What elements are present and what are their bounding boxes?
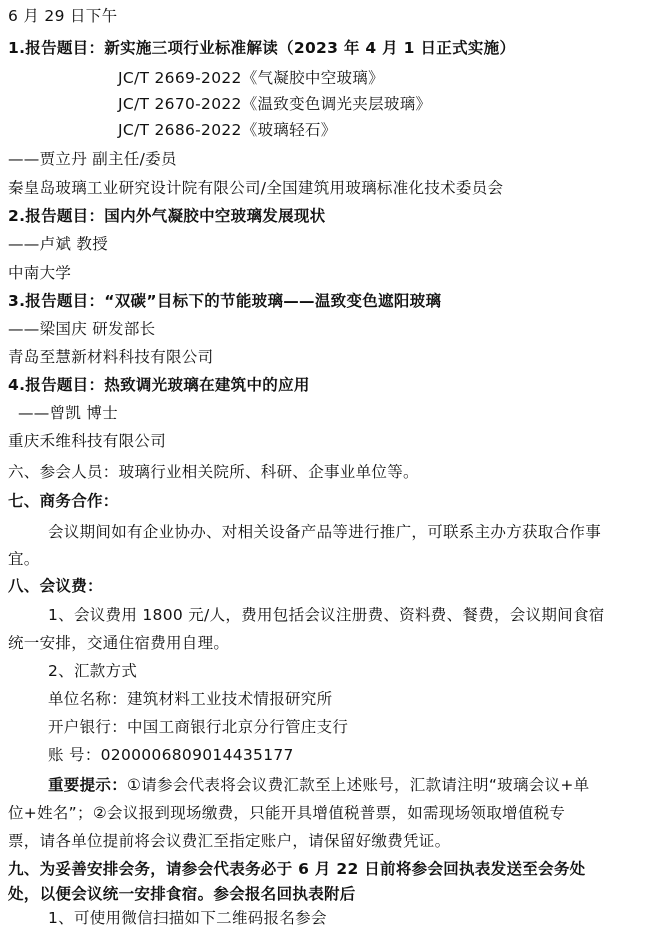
report-4-title: 4.报告题目：热致调光玻璃在建筑中的应用 xyxy=(8,376,310,394)
section-9-line-1: 九、为妥善安排会务，请参会代表务必于 6 月 22 日前将参会回执表发送至会务处 xyxy=(8,860,586,878)
report-1-standard-3: JC/T 2686-2022《玻璃轻石》 xyxy=(118,121,337,139)
notice-line-1 xyxy=(48,775,589,795)
report-1-speaker: ——贾立丹 副主任/委员 xyxy=(8,150,177,168)
bank-name: 开户银行：中国工商银行北京分行管庄支行 xyxy=(48,718,349,736)
notice-line-2: 位+姓名”；②会议报到现场缴费，只能开具增值税普票，如需现场领取增值税专 xyxy=(8,804,566,822)
report-1-standard-2: JC/T 2670-2022《温致变色调光夹层玻璃》 xyxy=(118,95,432,113)
transfer-heading: 2、汇款方式 xyxy=(48,662,138,680)
report-1-standard-1: JC/T 2669-2022《气凝胶中空玻璃》 xyxy=(118,69,384,87)
fee-line-1: 1、会议费用 1800 元/人，费用包括会议注册费、资料费、餐费，会议期间食宿 xyxy=(48,606,605,624)
report-2-title: 2.报告题目：国内外气凝胶中空玻璃发展现状 xyxy=(8,207,326,225)
report-3-speaker: ——梁国庆 研发部长 xyxy=(8,320,156,338)
account-number: 账 号：0200006809014435177 xyxy=(48,746,294,764)
section-8-heading: 八、会议费： xyxy=(8,577,103,595)
report-3-org: 青岛至慧新材料科技有限公司 xyxy=(8,348,214,366)
section-6-attendees: 六、参会人员：玻璃行业相关院所、科研、企事业单位等。 xyxy=(8,463,419,481)
notice-label: 重要提示： xyxy=(48,776,128,794)
notice-text-1: ①请参会代表将会议费汇款至上述账号，汇款请注明“玻璃会议+单 xyxy=(127,776,590,794)
report-1-title: 1.报告题目：新实施三项行业标准解读（2023 年 4 月 1 日正式实施） xyxy=(8,39,516,57)
report-4-org: 重庆禾维科技有限公司 xyxy=(8,432,167,450)
report-2-org: 中南大学 xyxy=(8,264,72,282)
fee-line-2: 统一安排，交通住宿费用自理。 xyxy=(8,634,230,652)
section-7-heading: 七、商务合作： xyxy=(8,492,119,510)
section-7-line-1: 会议期间如有企业协办、对相关设备产品等进行推广，可联系主办方获取合作事 xyxy=(48,523,602,541)
section-7-line-2: 宜。 xyxy=(8,550,40,568)
section-9-line-2: 处，以便会议统一安排食宿。参会报名回执表附后 xyxy=(8,885,356,903)
section-9-item-1: 1、可使用微信扫描如下二维码报名参会 xyxy=(48,909,327,927)
report-3-title: 3.报告题目：“双碳”目标下的节能玻璃——温致变色遮阳玻璃 xyxy=(8,292,442,310)
report-4-speaker: ——曾凯 博士 xyxy=(18,404,119,422)
report-2-speaker: ——卢斌 教授 xyxy=(8,235,109,253)
notice-line-3: 票，请各单位提前将会议费汇至指定账户，请保留好缴费凭证。 xyxy=(8,832,451,850)
report-1-org: 秦皇岛玻璃工业研究设计院有限公司/全国建筑用玻璃标准化技术委员会 xyxy=(8,179,504,197)
date-line: 6 月 29 日下午 xyxy=(8,7,118,25)
unit-name: 单位名称：建筑材料工业技术情报研究所 xyxy=(48,690,333,708)
